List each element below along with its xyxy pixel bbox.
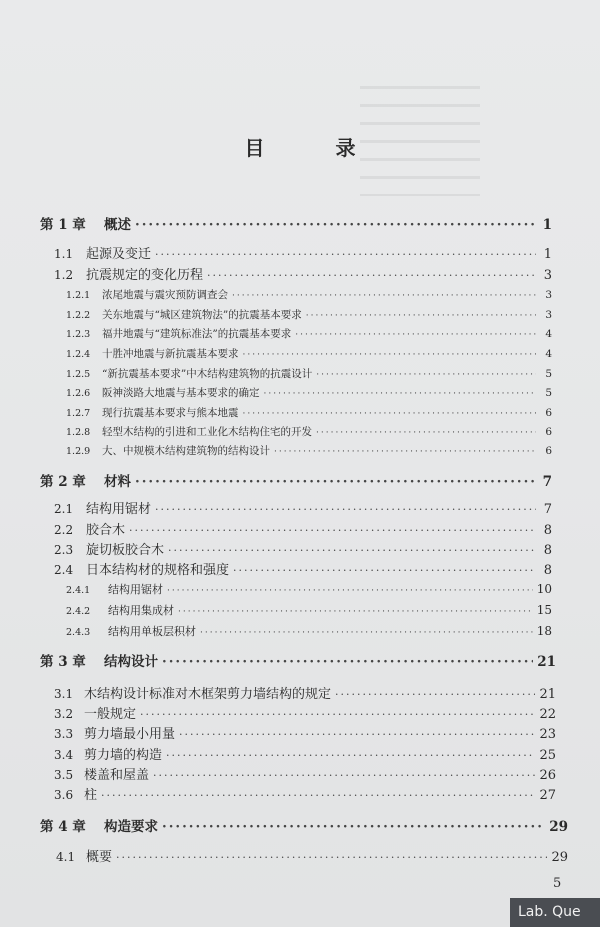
section-title: 起源及变迁 [86, 247, 152, 262]
leader-dots [153, 768, 535, 783]
subsection-number: 1.2.2 [66, 310, 91, 321]
chapter-title: 材料 [104, 474, 131, 490]
section-number: 3.4 [54, 748, 74, 762]
page-title: 目 录 [244, 136, 388, 160]
section-title: 楼盖和屋盖 [84, 768, 150, 783]
watermark-label: Lab. Que [510, 898, 600, 927]
section-number: 3.1 [54, 687, 74, 701]
page-ref: 1 [543, 247, 552, 262]
leader-dots [167, 584, 533, 596]
leader-dots [233, 563, 536, 578]
leader-dots [135, 474, 536, 490]
leader-dots [232, 289, 536, 301]
chapter-title: 构造要求 [104, 819, 158, 835]
page-ref: 29 [549, 819, 568, 835]
subsection-number: 1.2.9 [66, 446, 91, 457]
section-title: 剪力墙的构造 [84, 748, 163, 763]
page-ref: 3 [545, 309, 552, 321]
page-ref: 8 [543, 523, 552, 538]
section-title: 旋切板胶合木 [86, 543, 165, 558]
toc-subsection[interactable] [66, 623, 552, 639]
toc-section[interactable] [54, 519, 552, 538]
page-ref: 8 [543, 543, 552, 558]
toc-chapter-4[interactable] [40, 815, 568, 835]
page-ref: 6 [545, 426, 552, 438]
toc-section[interactable] [54, 723, 556, 742]
leader-dots [243, 348, 537, 360]
subsection-title: 福井地震与“建筑标准法”的抗震基本要求 [102, 328, 292, 340]
subsection-number: 2.4.3 [66, 627, 91, 638]
subsection-number: 1.2.7 [66, 408, 91, 419]
page-ref: 8 [543, 563, 552, 578]
toc-section[interactable] [54, 539, 552, 558]
section-number: 4.1 [56, 850, 76, 864]
toc-section[interactable] [54, 243, 552, 262]
subsection-number: 1.2.3 [66, 329, 91, 340]
section-title: 木结构设计标准对木框架剪力墙结构的规定 [84, 687, 332, 702]
page-ref: 6 [545, 407, 552, 419]
leader-dots [166, 748, 535, 763]
leader-dots [155, 247, 536, 262]
toc-subsection[interactable] [66, 346, 552, 361]
leader-dots [316, 426, 536, 438]
chapter-number: 第 4 章 [40, 819, 86, 835]
section-title: 柱 [84, 788, 98, 803]
leader-dots [162, 819, 545, 835]
chapter-title: 概述 [104, 217, 131, 233]
subsection-title: 浓尾地震与震灾预防调查会 [102, 289, 228, 301]
section-number: 1.2 [54, 268, 74, 282]
toc-section[interactable] [54, 764, 556, 783]
leader-dots [316, 368, 536, 380]
subsection-title: 现行抗震基本要求与熊本地震 [102, 407, 239, 419]
page-ref: 7 [542, 474, 552, 490]
subsection-title: 阪神淡路大地震与基本要求的确定 [102, 387, 260, 399]
page-ref: 25 [539, 748, 556, 763]
leader-dots [207, 268, 536, 283]
subsection-title: 轻型木结构的引进和工业化木结构住宅的开发 [102, 426, 312, 438]
toc-section[interactable] [54, 784, 556, 803]
subsection-number: 2.4.1 [66, 585, 91, 596]
toc-chapter-3[interactable] [40, 650, 556, 670]
section-number: 2.4 [54, 563, 74, 577]
section-title: 概要 [86, 850, 113, 865]
toc-subsection[interactable] [66, 287, 552, 302]
toc-section[interactable] [54, 559, 552, 578]
section-number: 3.5 [54, 768, 74, 782]
section-title: 结构用锯材 [86, 502, 152, 517]
section-number: 3.6 [54, 788, 74, 802]
page-ref: 10 [536, 582, 552, 596]
toc-chapter-1[interactable] [40, 213, 552, 233]
toc-section[interactable] [54, 264, 552, 283]
toc-subsection[interactable] [66, 405, 552, 420]
toc-subsection[interactable] [66, 443, 552, 458]
page-ref: 5 [545, 368, 552, 380]
subsection-number: 1.2.6 [66, 388, 91, 399]
leader-dots [129, 523, 536, 538]
section-title: 一般规定 [84, 707, 137, 722]
leader-dots [178, 605, 533, 617]
toc-subsection[interactable] [66, 602, 552, 618]
toc-subsection[interactable] [66, 385, 552, 400]
section-number: 2.1 [54, 502, 74, 516]
section-title: 胶合木 [86, 523, 126, 538]
page-number: 5 [553, 876, 562, 891]
page-ref: 18 [536, 624, 552, 638]
leader-dots [264, 387, 537, 399]
leader-dots [140, 707, 535, 722]
section-number: 3.3 [54, 727, 74, 741]
toc-subsection[interactable] [66, 326, 552, 341]
subsection-title: 结构用锯材 [108, 583, 163, 596]
page-ref: 4 [545, 328, 552, 340]
leader-dots [155, 502, 536, 517]
page-ref: 6 [545, 445, 552, 457]
toc-section[interactable] [54, 703, 556, 722]
section-number: 2.3 [54, 543, 74, 557]
leader-dots [243, 407, 537, 419]
toc-subsection[interactable] [66, 366, 552, 381]
toc-subsection[interactable] [66, 581, 552, 597]
leader-dots [335, 687, 535, 702]
page-ref: 22 [539, 707, 556, 722]
leader-dots [274, 445, 536, 457]
leader-dots [101, 788, 535, 803]
page-ref: 21 [537, 654, 556, 670]
page-ref: 15 [536, 603, 552, 617]
leader-dots [162, 654, 533, 670]
chapter-number: 第 2 章 [40, 474, 86, 490]
section-title: 抗震规定的变化历程 [86, 268, 204, 283]
page-ref: 26 [539, 768, 556, 783]
page-ref: 7 [543, 502, 552, 517]
page-ref: 3 [543, 268, 552, 283]
toc-subsection[interactable] [66, 307, 552, 322]
section-number: 2.2 [54, 523, 74, 537]
page-ref: 3 [545, 289, 552, 301]
page-ref: 1 [542, 217, 552, 233]
toc-subsection[interactable] [66, 424, 552, 439]
page-ref: 27 [539, 788, 556, 803]
subsection-number: 1.2.1 [66, 290, 91, 301]
leader-dots [306, 309, 536, 321]
chapter-title: 结构设计 [104, 654, 158, 670]
page-ref: 4 [545, 348, 552, 360]
subsection-title: 结构用单板层积材 [108, 625, 196, 638]
toc-chapter-2[interactable] [40, 470, 552, 490]
subsection-number: 1.2.4 [66, 349, 91, 360]
chapter-number: 第 3 章 [40, 654, 86, 670]
section-number: 1.1 [54, 247, 74, 261]
subsection-title: “新抗震基本要求”中木结构建筑物的抗震设计 [102, 368, 313, 380]
page-ref: 21 [539, 687, 556, 702]
subsection-title: 关东地震与“城区建筑物法”的抗震基本要求 [102, 309, 302, 321]
toc-section[interactable] [54, 683, 556, 702]
section-title: 剪力墙最小用量 [84, 727, 176, 742]
leader-dots [200, 626, 533, 638]
subsection-number: 1.2.8 [66, 427, 91, 438]
chapter-number: 第 1 章 [40, 217, 86, 233]
leader-dots [295, 328, 536, 340]
section-number: 3.2 [54, 707, 74, 721]
toc-section[interactable] [54, 744, 556, 763]
toc-section[interactable] [54, 498, 552, 517]
leader-dots [116, 850, 547, 865]
leader-dots [179, 727, 535, 742]
leader-dots [168, 543, 536, 558]
toc-section[interactable] [56, 846, 568, 865]
section-title: 日本结构材的规格和强度 [86, 563, 230, 578]
subsection-title: 十胜冲地震与新抗震基本要求 [102, 348, 239, 360]
page-ref: 5 [545, 387, 552, 399]
subsection-number: 2.4.2 [66, 606, 91, 617]
subsection-number: 1.2.5 [66, 369, 91, 380]
subsection-title: 结构用集成材 [108, 604, 174, 617]
leader-dots [135, 217, 536, 233]
subsection-title: 大、中规模木结构建筑物的结构设计 [102, 445, 270, 457]
page-ref: 29 [551, 850, 568, 865]
page-ref: 23 [539, 727, 556, 742]
